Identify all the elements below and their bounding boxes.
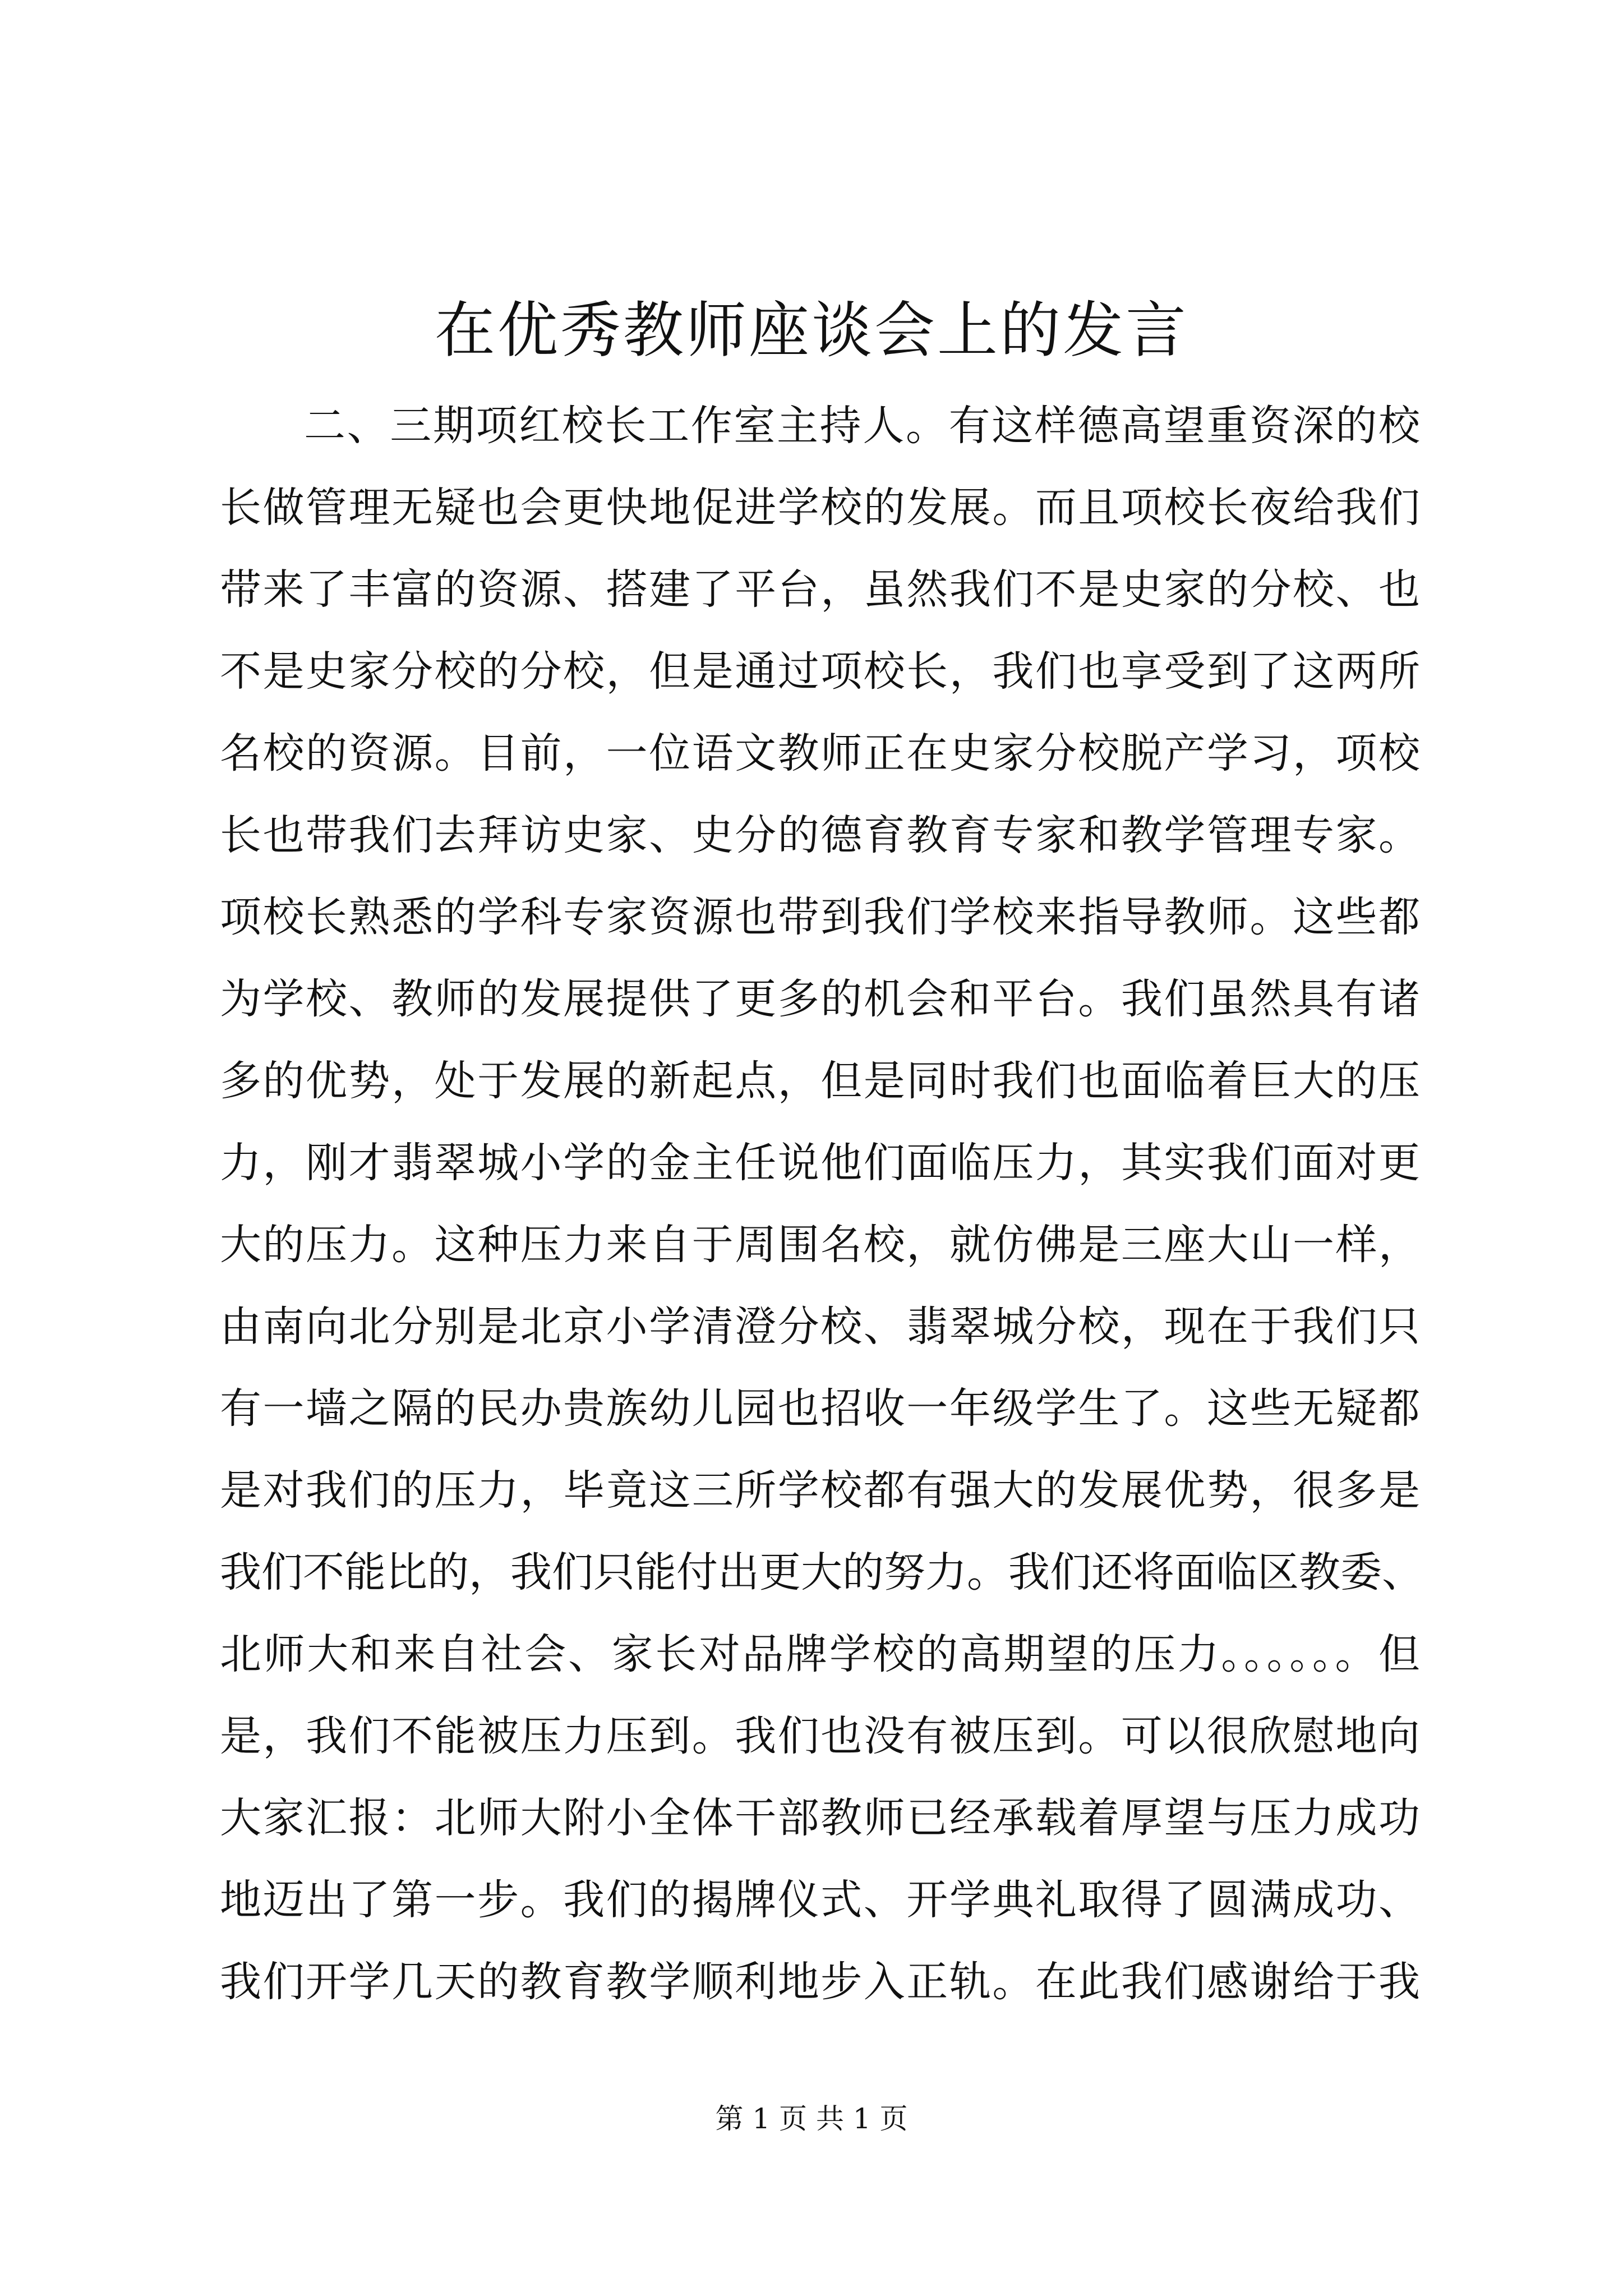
body-line: 二、三期项红校长工作室主持人。有这样德高望重资深的校 (304, 402, 1420, 450)
body-line: 名校的资源。目前，一位语文教师正在史家分校脱产学习，项校 (220, 729, 1420, 777)
body-line: 我们不能比的，我们只能付出更大的努力。我们还将面临区教委、 (220, 1548, 1423, 1596)
body-line: 大家汇报：北师大附小全体干部教师已经承载着厚望与压力成功 (220, 1794, 1420, 1842)
document-body (220, 385, 1423, 2023)
body-line: 大的压力。这种压力来自于周围名校，就仿佛是三座大山一样， (220, 1221, 1420, 1269)
body-line: 是对我们的压力，毕竟这三所学校都有强大的发展优势，很多是 (220, 1466, 1420, 1515)
body-line: 多的优势，处于发展的新起点，但是同时我们也面临着巨大的压 (220, 1057, 1420, 1105)
body-line: 是，我们不能被压力压到。我们也没有被压到。可以很欣慰地向 (220, 1712, 1420, 1760)
body-line: 项校长熟悉的学科专家资源也带到我们学校来指导教师。这些都 (220, 893, 1420, 941)
page-footer: 第 1 页 共 1 页 (715, 2102, 908, 2135)
body-line: 长做管理无疑也会更快地促进学校的发展。而且项校长夜给我们 (220, 484, 1420, 532)
body-line: 地迈出了第一步。我们的揭牌仪式、开学典礼取得了圆满成功、 (220, 1876, 1420, 1924)
body-line: 我们开学几天的教育教学顺利地步入正轨。在此我们感谢给于我 (220, 1958, 1420, 2006)
body-line: 带来了丰富的资源、搭建了平台，虽然我们不是史家的分校、也 (220, 565, 1420, 614)
body-line: 力，刚才翡翠城小学的金主任说他们面临压力，其实我们面对更 (220, 1139, 1420, 1187)
body-line: 不是史家分校的分校，但是通过项校长，我们也享受到了这两所 (220, 647, 1420, 696)
body-line: 为学校、教师的发展提供了更多的机会和平台。我们虽然具有诸 (220, 975, 1420, 1023)
document-title: 在优秀教师座谈会上的发言 (434, 296, 1188, 366)
body-line: 有一墙之隔的民办贵族幼儿园也招收一年级学生了。这些无疑都 (220, 1384, 1420, 1433)
body-line: 长也带我们去拜访史家、史分的德育教育专家和教学管理专家。 (220, 811, 1420, 859)
body-line: 北师大和来自社会、家长对品牌学校的高期望的压力。。。。。。但 (220, 1630, 1420, 1678)
body-line: 由南向北分别是北京小学清澄分校、翡翠城分校，现在于我们只 (220, 1303, 1420, 1351)
